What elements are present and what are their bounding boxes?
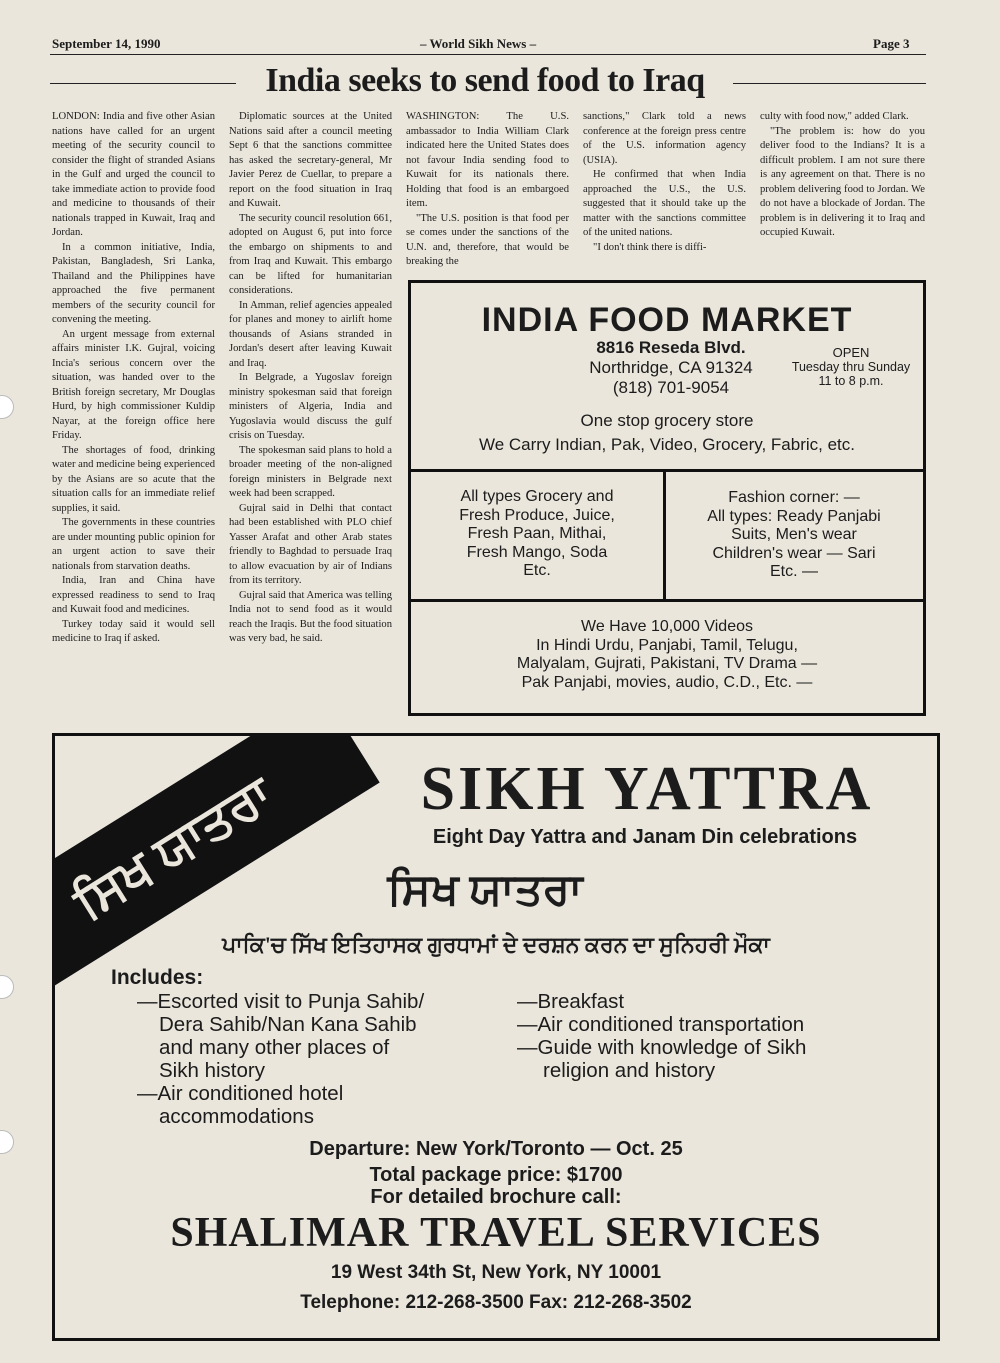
binder-hole-decoration — [0, 975, 14, 999]
include-item: and many other places of — [159, 1036, 390, 1059]
videos-line: Malyalam, Gujrati, Pakistani, TV Drama — — [516, 655, 818, 672]
market-divider — [411, 599, 923, 602]
gurmukhi-tagline: ਪਾਕਿ'ਚ ਸਿੱਖ ਇਤਿਹਾਸਕ ਗੁਰਧਾਮਾਂ ਦੇ ਦਰਸ਼ਨ ਕਰਨ ਦਾ ਸੁਨਿਹਰੀ ਮੌਕਾ — [222, 932, 770, 957]
includes-label: Includes: — [111, 966, 204, 989]
include-item: —Guide with knowledge of Sikh — [517, 1036, 807, 1059]
fashion-line: Children's wear — Sari — [712, 544, 876, 562]
article-headline: India seeks to send food to Iraq — [265, 62, 705, 99]
include-item: religion and history — [543, 1059, 716, 1082]
article-column-2 — [229, 110, 392, 647]
gurmukhi-title: ਸਿਖ ਯਾਤਰਾ — [387, 865, 583, 914]
paragraph: He confirmed that when India approached the U.S., the U.S. suggested that it should take up the matter with the sanctions committee of the united nations. — [583, 169, 746, 238]
paragraph: WASHINGTON: The U.S. ambassador to India William Clark indicated here the United States does not favour India sending food to Kuwait for its nationals there. Holding that food is an embargoed item. — [406, 111, 569, 209]
company-address: 19 West 34th St, New York, NY 10001 — [330, 1262, 662, 1283]
paragraph: Turkey today said it would sell medicine to Iraq if asked. — [52, 618, 215, 644]
paragraph: India, Iran and China have expressed readiness to send to Iraq and Kuwait food and medicines. — [52, 575, 215, 615]
market-hours-days: Tuesday thru Sunday — [791, 360, 911, 374]
gurmukhi-banner: ਸਿਖ ਯਾਤਰਾ — [55, 736, 380, 1005]
company-phones: Telephone: 212-268-3500 Fax: 212-268-3502 — [300, 1292, 692, 1313]
grocery-line: All types Grocery and — [460, 488, 614, 505]
company-name: SHALIMAR TRAVEL SERVICES — [170, 1210, 822, 1256]
page-number: Page 3 — [873, 36, 910, 51]
paragraph: sanctions," Clark told a news conference at the foreign press centre of the U.S. information agency (USIA). — [583, 111, 746, 166]
fashion-line: Suits, Men's wear — [731, 526, 857, 543]
market-videos — [411, 618, 923, 692]
paragraph: Diplomatic sources at the United Nations said after a council meeting Sept 6 that the sanctions committee has asked the secretary-general, Mr Javier Perez de Cuellar, to prepare a report on the food situation in Iraq and Kuwait. — [229, 111, 392, 209]
fashion-line: Etc. — — [769, 563, 818, 580]
paragraph: culty with food now," added Clark. — [760, 111, 909, 122]
paragraph: Gujral said that America was telling India not to send food as it would reach the Iraqis. But the food situation was very bad, he said. — [229, 589, 392, 644]
article-column-1 — [52, 110, 215, 647]
paragraph: "The problem is: how do you deliver food to the Indians? It is a difficult problem. I am not sure there is any agreement on that. There is no problem delivering food to Jordan. We do not have a blockade of Jordan. The problem is in delivering it to Iraq and occupied Kuwait. — [760, 125, 925, 238]
grocery-line: Fresh Paan, Mithai, — [467, 525, 607, 542]
headline-rule-right — [733, 83, 926, 84]
market-hours-time: 11 to 8 p.m. — [818, 374, 884, 388]
market-open-label: OPEN — [832, 345, 870, 360]
paragraph: The spokesman said plans to hold a broader meeting of the non-aligned foreign ministers in Belgrade next week had been scrapped. — [229, 444, 392, 499]
paragraph: The security council resolution 661, adopted on August 6, put into force the embargo on shipments to and from Iraq and Kuwait. This embargo can be lifted for humanitarian considerations. — [229, 212, 392, 296]
yattra-title: SIKH YATTRA — [420, 755, 874, 823]
includes-left-list — [137, 990, 424, 1128]
newspaper-name: – World Sikh News – — [420, 36, 537, 51]
include-item: Sikh history — [159, 1059, 265, 1082]
paragraph: "I don't think there is diffi- — [593, 241, 707, 253]
binder-hole-decoration — [0, 1130, 14, 1154]
paragraph: In a common initiative, India, Pakistan, Bangladesh, Sri Lanka, Thailand and the Philippines have approached the five permanent members of the security council for convening the meeting. — [52, 241, 215, 325]
article-column-3 — [406, 110, 569, 270]
brochure-line: For detailed brochure call: — [370, 1186, 622, 1208]
paragraph: Gujral said in Delhi that contact had been established with PLO chief Yasser Arafat and other Arab states friendly to Baghdad to persuade Iraq to allow evacuation by air of Indians from its territory. — [229, 502, 392, 586]
videos-line: We Have 10,000 Videos — [581, 618, 753, 635]
market-carry-line: We Carry Indian, Pak, Video, Grocery, Fabric, etc. — [478, 435, 856, 454]
market-phone: (818) 701-9054 — [612, 378, 730, 397]
header-rule — [50, 54, 926, 55]
include-item: —Escorted visit to Punja Sahib/ — [137, 990, 425, 1013]
market-address-1: 8816 Reseda Blvd. — [596, 338, 746, 357]
includes-right-list — [517, 990, 806, 1082]
paragraph: LONDON: India and five other Asian nations have called for an urgent meeting of the security council to consider the flight of stranded Asians in the Gulf and urged the council to take immediate action to provide food and medicine to thousands of their nationals trapped in Kuwait, Iraq and Jordan. — [52, 111, 215, 238]
paragraph: In Belgrade, a Yugoslav foreign ministry spokesman said that foreign ministers of Algeria, India and Yugoslavia would discuss the gulf crisis on Tuesday. — [229, 372, 392, 441]
market-divider — [411, 469, 923, 472]
paragraph: The governments in these countries are under mounting public opinion for an urgent action to save their nationals from starvation deaths. — [52, 517, 215, 572]
market-title: INDIA FOOD MARKET — [481, 301, 853, 339]
include-item: —Air conditioned hotel — [137, 1082, 344, 1105]
include-item: —Breakfast — [517, 990, 625, 1013]
grocery-line: Fresh Produce, Juice, — [459, 506, 615, 524]
market-tagline: One stop grocery store — [580, 411, 754, 430]
india-food-market-ad — [408, 280, 926, 716]
paragraph: In Amman, relief agencies appealed for planes and money to airlift home thousands of Asians stranded in Jordan's desert after leaving Kuwait and Iraq. — [229, 299, 392, 369]
include-item: Dera Sahib/Nan Kana Sahib — [159, 1013, 417, 1036]
paragraph: An urgent message from external affairs minister I.K. Gujral, voicing Incia's serious concern over the situation, was handed over to the British foreign secretary, Mr Douglas Hurd, by high commissioner Kuldip Nayar, at the foreign office here Friday. — [52, 328, 215, 441]
fashion-line: All types: Ready Panjabi — [707, 507, 881, 525]
sikh-yattra-ad — [52, 733, 940, 1341]
binder-hole-decoration — [0, 395, 14, 419]
include-item: accommodations — [159, 1105, 314, 1128]
article-column-5 — [760, 110, 925, 241]
departure-line: Departure: New York/Toronto — Oct. 25 — [309, 1138, 683, 1160]
market-divider — [663, 469, 666, 599]
include-item: —Air conditioned transportation — [517, 1013, 805, 1036]
paragraph: "The U.S. position is that food per se comes under the sanctions of the U.N. and, therefore, that would be breaking the — [406, 212, 569, 267]
grocery-line: Fresh Mango, Soda — [466, 543, 608, 561]
article-column-4 — [583, 110, 746, 255]
fashion-line: Fashion corner: — — [728, 489, 860, 506]
issue-date: September 14, 1990 — [52, 36, 161, 51]
videos-line: In Hindi Urdu, Panjabi, Tamil, Telugu, — [536, 636, 798, 654]
market-grocery-list — [419, 488, 655, 581]
paragraph: The shortages of food, drinking water and medicine being experienced by the Asians are so acute that the situation calls for an immediate relief supplies, it said. — [52, 444, 215, 514]
price-line: Total package price: $1700 — [369, 1164, 623, 1186]
headline-rule-left — [50, 83, 236, 84]
market-fashion-list — [671, 489, 917, 582]
market-address-2: Northridge, CA 91324 — [589, 358, 753, 377]
videos-line: Pak Panjabi, movies, audio, C.D., Etc. — — [521, 673, 813, 691]
grocery-line: Etc. — [523, 562, 551, 579]
yattra-subtitle: Eight Day Yattra and Janam Din celebrations — [432, 826, 858, 848]
